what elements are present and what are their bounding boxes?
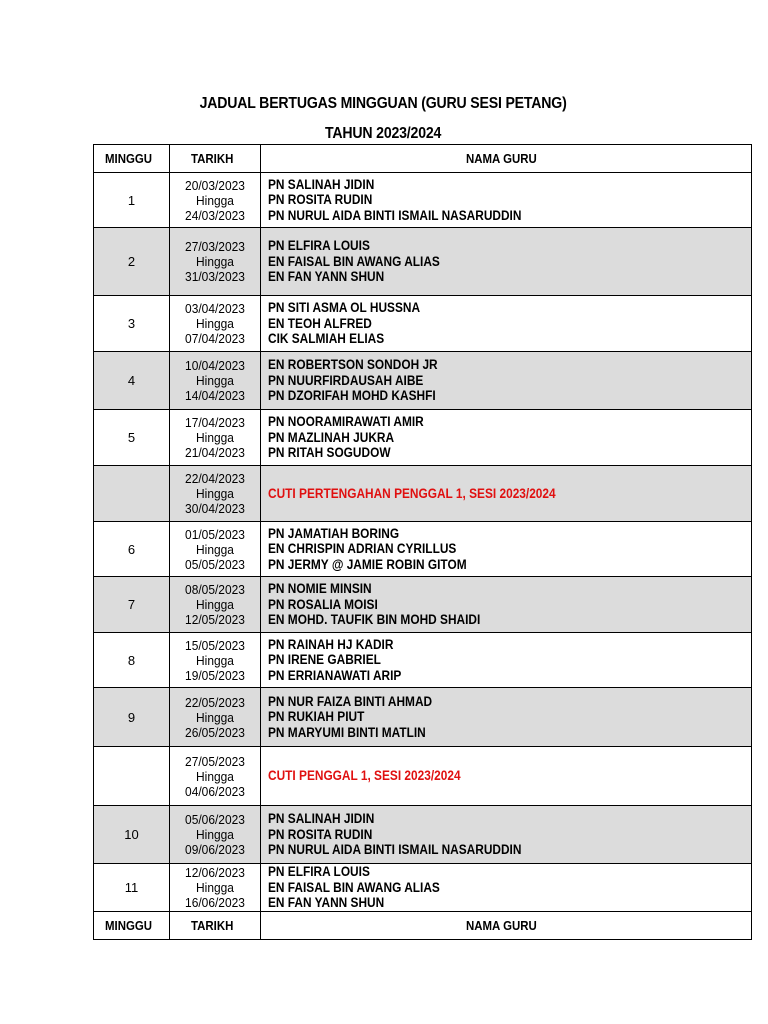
table-row	[94, 864, 752, 912]
date-sep: Hingga	[196, 316, 234, 331]
week-number: 5	[94, 410, 170, 466]
teacher-names	[261, 410, 752, 466]
date-sep: Hingga	[196, 541, 234, 557]
date-sep: Hingga	[196, 373, 234, 388]
date-to: 16/06/2023	[185, 895, 245, 910]
header-minggu: MINGGU	[94, 145, 170, 173]
teacher-name: PN ROSALIA MOISI	[268, 596, 378, 612]
holiday-label: CUTI PENGGAL 1, SESI 2023/2024	[268, 768, 461, 784]
date-range	[170, 577, 261, 633]
date-from: 01/05/2023	[185, 526, 245, 542]
date-from: 17/04/2023	[185, 415, 245, 430]
teacher-name: PN DZORIFAH MOHD KASHFI	[268, 388, 436, 404]
table-row	[94, 410, 752, 466]
date-range	[170, 633, 261, 688]
date-to: 19/05/2023	[185, 667, 245, 683]
date-sep: Hingga	[196, 486, 234, 501]
footer-minggu: MINGGU	[94, 912, 170, 940]
table-row	[94, 522, 752, 577]
date-to: 14/04/2023	[185, 388, 245, 403]
table-row	[94, 747, 752, 806]
teacher-name: PN ROSITA RUDIN	[268, 192, 373, 208]
footer-nama-guru: NAMA GURU	[261, 912, 752, 940]
teacher-name: PN ELFIRA LOUIS	[268, 238, 370, 254]
table-row	[94, 688, 752, 747]
table-row	[94, 228, 752, 296]
teacher-names	[261, 228, 752, 296]
week-number: 9	[94, 688, 170, 747]
date-from: 08/05/2023	[185, 582, 245, 597]
date-range	[170, 864, 261, 912]
date-to: 12/05/2023	[185, 612, 245, 627]
teacher-name: PN JAMATIAH BORING	[268, 525, 400, 541]
date-range	[170, 522, 261, 577]
teacher-name: PN IRENE GABRIEL	[268, 652, 381, 668]
holiday-note	[261, 747, 752, 806]
date-range	[170, 352, 261, 410]
date-from: 05/06/2023	[185, 812, 245, 827]
teacher-name: EN FAISAL BIN AWANG ALIAS	[268, 253, 440, 269]
teacher-names	[261, 296, 752, 352]
date-from: 12/06/2023	[185, 865, 245, 880]
teacher-name: EN FAN YANN SHUN	[268, 269, 385, 285]
date-sep: Hingga	[196, 709, 234, 725]
date-to: 24/03/2023	[185, 207, 245, 223]
teacher-name: PN JERMY @ JAMIE ROBIN GITOM	[268, 556, 467, 572]
teacher-name: PN MARYUMI BINTI MATLIN	[268, 724, 426, 740]
teacher-name: PN SALINAH JIDIN	[268, 811, 375, 827]
teacher-name: PN NUR FAIZA BINTI AHMAD	[268, 693, 433, 709]
week-number: 10	[94, 806, 170, 864]
date-to: 26/05/2023	[185, 724, 245, 740]
page-subtitle: TAHUN 2023/2024	[325, 125, 442, 142]
week-number: 6	[94, 522, 170, 577]
week-number: 7	[94, 577, 170, 633]
date-sep: Hingga	[196, 192, 234, 208]
date-range	[170, 806, 261, 864]
footer-tarikh: TARIKH	[170, 912, 261, 940]
teacher-name: PN RUKIAH PIUT	[268, 709, 365, 725]
header-row-top	[94, 145, 752, 173]
date-from: 22/05/2023	[185, 694, 245, 710]
teacher-name: EN FAISAL BIN AWANG ALIAS	[268, 879, 440, 895]
teacher-name: PN NUURFIRDAUSAH AIBE	[268, 372, 424, 388]
teacher-names	[261, 688, 752, 747]
teacher-names	[261, 577, 752, 633]
teacher-name: PN NURUL AIDA BINTI ISMAIL NASARUDDIN	[268, 842, 522, 858]
week-number: 8	[94, 633, 170, 688]
teacher-name: CIK SALMIAH ELIAS	[268, 331, 385, 347]
table-row	[94, 296, 752, 352]
teacher-name: PN NURUL AIDA BINTI ISMAIL NASARUDDIN	[268, 207, 522, 223]
date-sep: Hingga	[196, 430, 234, 445]
week-number: 2	[94, 228, 170, 296]
week-number: 1	[94, 173, 170, 228]
date-sep: Hingga	[196, 880, 234, 895]
date-from: 20/03/2023	[185, 177, 245, 193]
teacher-name: PN ELFIRA LOUIS	[268, 864, 370, 880]
teacher-name: PN NOMIE MINSIN	[268, 581, 372, 597]
date-from: 03/04/2023	[185, 301, 245, 316]
teacher-name: PN ERRIANAWATI ARIP	[268, 667, 402, 683]
teacher-name: EN ROBERTSON SONDOH JR	[268, 357, 438, 373]
table-row	[94, 577, 752, 633]
date-to: 07/04/2023	[185, 331, 245, 346]
page-title: JADUAL BERTUGAS MINGGUAN (GURU SESI PETANG)	[199, 95, 567, 112]
date-sep: Hingga	[196, 597, 234, 612]
header-tarikh: TARIKH	[170, 145, 261, 173]
date-to: 31/03/2023	[185, 269, 245, 284]
duty-schedule-table	[93, 144, 752, 940]
teacher-name: EN TEOH ALFRED	[268, 315, 372, 331]
week-number: 3	[94, 296, 170, 352]
teacher-name: EN CHRISPIN ADRIAN CYRILLUS	[268, 541, 457, 557]
table-row	[94, 352, 752, 410]
teacher-name: PN NOORAMIRAWATI AMIR	[268, 414, 424, 430]
date-to: 04/06/2023	[185, 783, 245, 799]
date-from: 15/05/2023	[185, 637, 245, 653]
holiday-note	[261, 466, 752, 522]
teacher-name: PN ROSITA RUDIN	[268, 826, 373, 842]
header-nama-guru: NAMA GURU	[261, 145, 752, 173]
date-range	[170, 747, 261, 806]
date-range	[170, 228, 261, 296]
date-range	[170, 688, 261, 747]
teacher-names	[261, 806, 752, 864]
table-row	[94, 466, 752, 522]
date-to: 21/04/2023	[185, 445, 245, 460]
holiday-label: CUTI PERTENGAHAN PENGGAL 1, SESI 2023/2024	[268, 485, 556, 501]
teacher-name: PN RAINAH HJ KADIR	[268, 636, 394, 652]
date-range	[170, 466, 261, 522]
teacher-name: PN MAZLINAH JUKRA	[268, 429, 395, 445]
teacher-name: PN SALINAH JIDIN	[268, 176, 375, 192]
date-sep: Hingga	[196, 652, 234, 668]
table-row	[94, 633, 752, 688]
teacher-name: EN MOHD. TAUFIK BIN MOHD SHAIDI	[268, 612, 481, 628]
teacher-names	[261, 633, 752, 688]
date-to: 09/06/2023	[185, 842, 245, 857]
teacher-name: PN RITAH SOGUDOW	[268, 445, 391, 461]
table-row	[94, 173, 752, 228]
week-number	[94, 466, 170, 522]
teacher-names	[261, 352, 752, 410]
date-sep: Hingga	[196, 827, 234, 842]
date-to: 05/05/2023	[185, 556, 245, 572]
teacher-name: PN SITI ASMA OL HUSSNA	[268, 300, 421, 316]
week-number: 11	[94, 864, 170, 912]
date-sep: Hingga	[196, 254, 234, 269]
date-range	[170, 296, 261, 352]
teacher-names	[261, 522, 752, 577]
week-number	[94, 747, 170, 806]
date-sep: Hingga	[196, 768, 234, 784]
date-from: 22/04/2023	[185, 471, 245, 486]
table-row	[94, 806, 752, 864]
header-row-bottom	[94, 912, 752, 940]
teacher-names	[261, 173, 752, 228]
date-from: 27/05/2023	[185, 753, 245, 769]
date-from: 10/04/2023	[185, 358, 245, 373]
teacher-name: EN FAN YANN SHUN	[268, 895, 385, 911]
date-to: 30/04/2023	[185, 501, 245, 516]
teacher-names	[261, 864, 752, 912]
week-number: 4	[94, 352, 170, 410]
date-range	[170, 173, 261, 228]
date-from: 27/03/2023	[185, 239, 245, 254]
date-range	[170, 410, 261, 466]
